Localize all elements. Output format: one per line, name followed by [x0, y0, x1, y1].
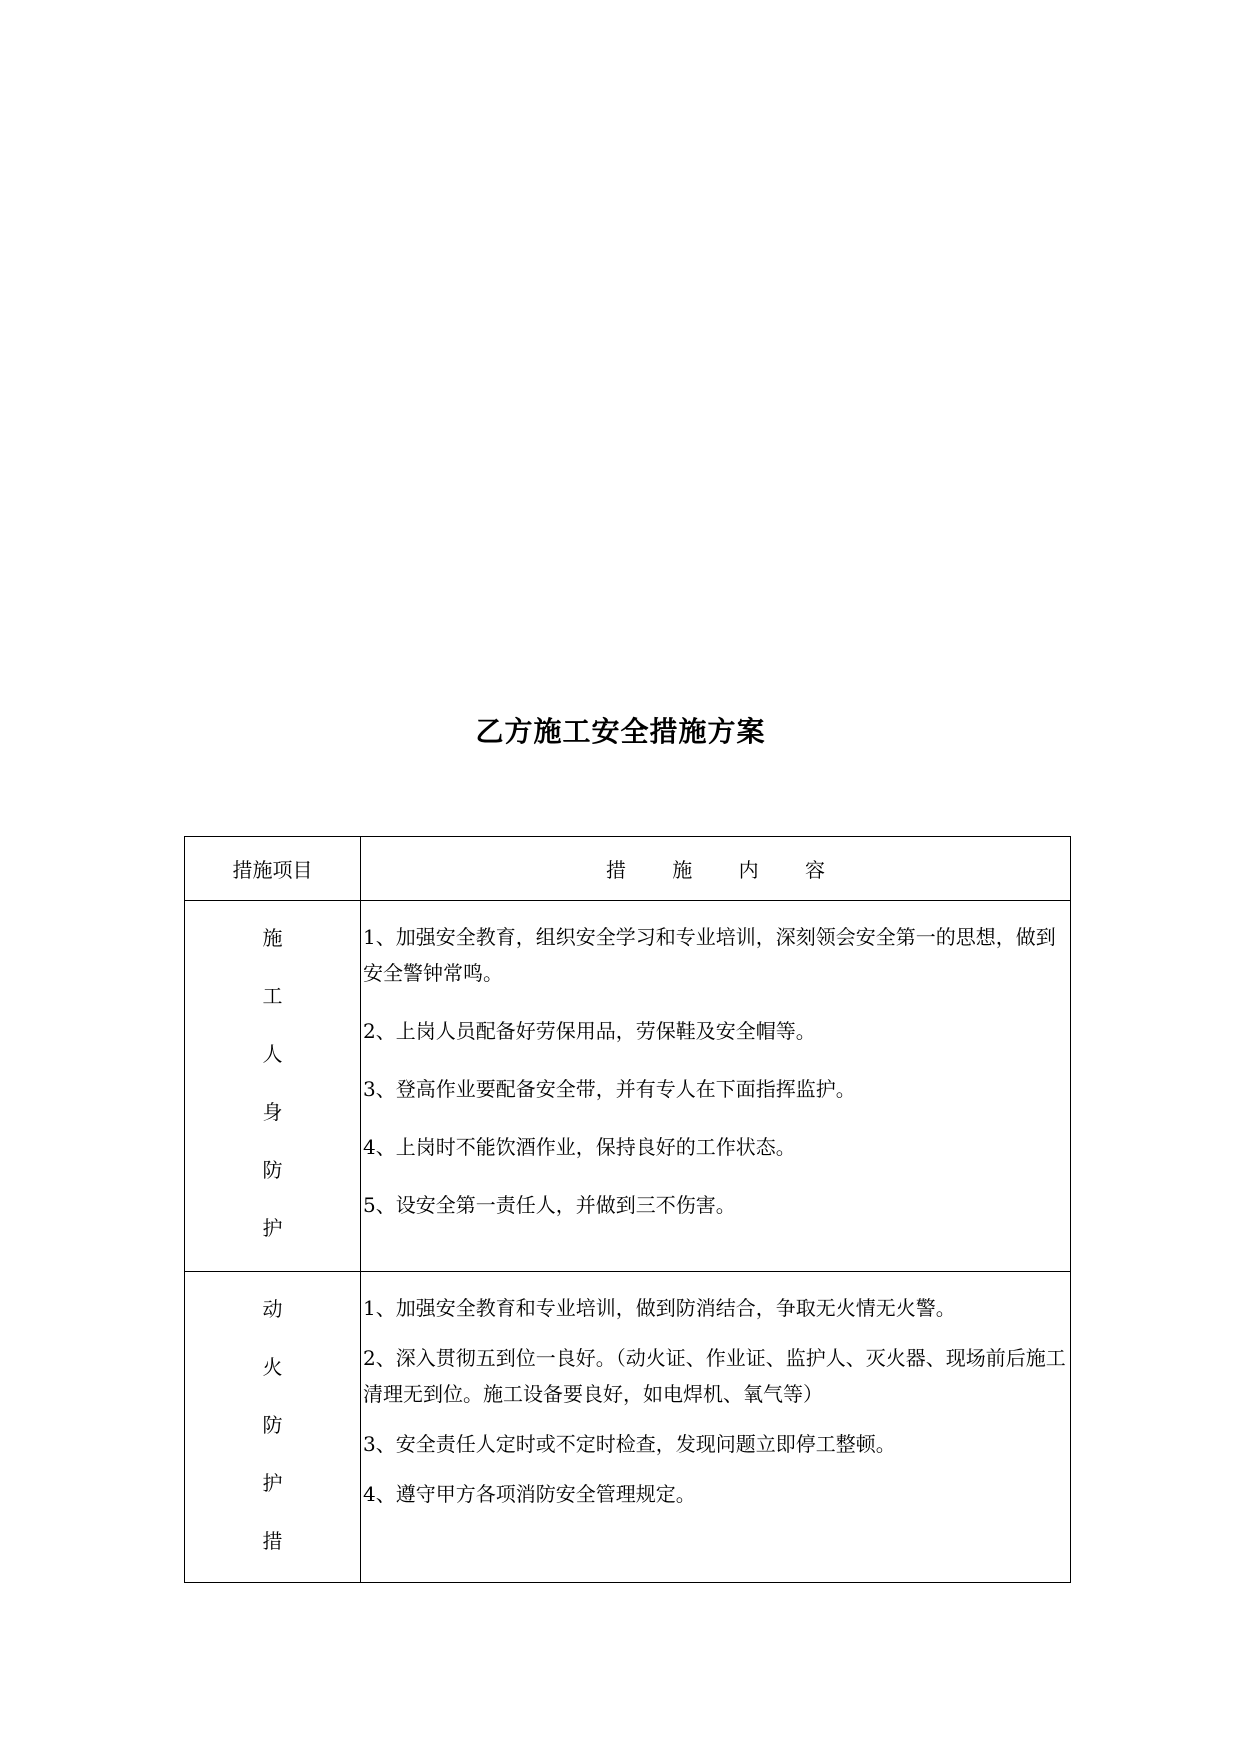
- vertical-item-label: [185, 909, 360, 1257]
- table-header-row: [185, 837, 1071, 901]
- item-cell-personal-protection: [185, 901, 361, 1272]
- item-char: 措: [262, 1529, 283, 1553]
- item-char: 护: [262, 1471, 283, 1495]
- header-measure-content-label: 措 施 内 容: [605, 858, 846, 882]
- measure-item: 2、上岗人员配备好劳保用品，劳保鞋及安全帽等。: [363, 1019, 816, 1043]
- item-char: 护: [262, 1216, 283, 1240]
- measure-item: 5、设安全第一责任人，并做到三不伤害。: [363, 1193, 736, 1217]
- document-title: 乙方施工安全措施方案: [475, 715, 766, 748]
- header-measure-content: [361, 837, 1071, 901]
- table-row-personal-protection: [185, 901, 1071, 1272]
- item-char: 工: [262, 984, 283, 1008]
- item-char: 施: [262, 926, 283, 950]
- header-measure-item: 措施项目: [185, 837, 361, 901]
- item-char: 身: [262, 1100, 283, 1124]
- measure-list: [361, 901, 1070, 1223]
- item-char: 动: [262, 1297, 283, 1321]
- table-row-fire-protection: [185, 1272, 1071, 1583]
- vertical-item-label: [185, 1280, 360, 1570]
- measure-item: 2、深入贯彻五到位一良好。（动火证、作业证、监护人、灭火器、现场前后施工清理无到位。施工设备要良好，如电焊机、氧气等）: [363, 1346, 1066, 1406]
- item-cell-fire-protection: [185, 1272, 361, 1583]
- measure-list: [361, 1272, 1070, 1512]
- content-cell-fire-protection: [361, 1272, 1071, 1583]
- measure-item: 3、登高作业要配备安全带，并有专人在下面指挥监护。: [363, 1077, 856, 1101]
- content-cell-personal-protection: [361, 901, 1071, 1272]
- measure-item: 4、上岗时不能饮酒作业，保持良好的工作状态。: [363, 1135, 796, 1159]
- safety-measures-table: [184, 836, 1071, 1583]
- measure-item: 1、加强安全教育和专业培训，做到防消结合，争取无火情无火警。: [363, 1296, 956, 1320]
- item-char: 火: [262, 1355, 283, 1379]
- item-char: 防: [262, 1158, 283, 1182]
- measure-item: 1、加强安全教育，组织安全学习和专业培训，深刻领会安全第一的思想，做到安全警钟常鸣。: [363, 925, 1056, 985]
- item-char: 防: [262, 1413, 283, 1437]
- measure-item: 3、安全责任人定时或不定时检查，发现问题立即停工整顿。: [363, 1432, 896, 1456]
- measure-item: 4、遵守甲方各项消防安全管理规定。: [363, 1482, 696, 1506]
- item-char: 人: [262, 1042, 283, 1066]
